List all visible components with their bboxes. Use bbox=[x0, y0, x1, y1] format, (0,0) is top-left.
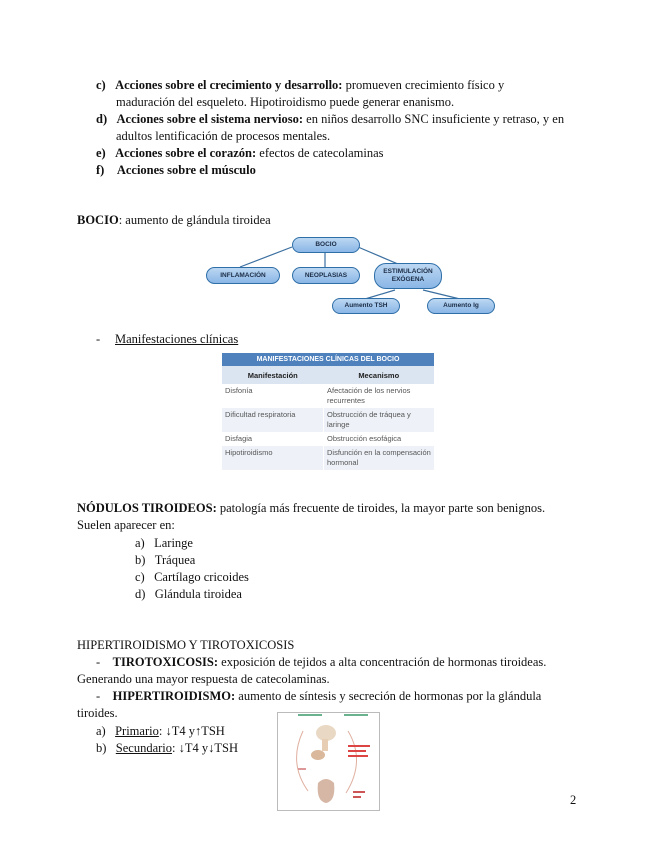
table-cell: Afectación de los nervios recurrentes bbox=[324, 384, 435, 408]
hipertiroidismo-definition: - HIPERTIROIDISMO: aumento de síntesis y secreción de hormonas por la glándula bbox=[96, 689, 542, 703]
nodulo-item: b) Tráquea bbox=[135, 553, 196, 567]
list-item-f: f) Acciones sobre el músculo bbox=[96, 163, 256, 177]
table-cell: Disfagia bbox=[222, 432, 324, 446]
manifestaciones-table bbox=[222, 353, 434, 470]
hipertiroidismo-cont: tiroides. bbox=[77, 706, 118, 720]
manifestaciones-bullet: - bbox=[96, 332, 101, 346]
node-bocio: BOCIO bbox=[292, 237, 360, 253]
thyroid-axis-figure bbox=[277, 712, 380, 811]
node-estimulacion-exogena: ESTIMULACIÓN EXÓGENA bbox=[374, 263, 442, 289]
nodulo-item: d) Glándula tiroidea bbox=[135, 587, 242, 601]
list-item-e: e) Acciones sobre el corazón: efectos de catecolaminas bbox=[96, 146, 384, 160]
node-aumento-tsh: Aumento TSH bbox=[332, 298, 400, 314]
nodulo-item: c) Cartílago cricoides bbox=[135, 570, 249, 584]
hiper-item-primario: a) Primario: ↓T4 y↑TSH bbox=[96, 724, 225, 738]
tirotoxicosis-cont: Generando una mayor respuesta de catecolaminas. bbox=[77, 672, 330, 686]
table-row bbox=[222, 384, 434, 408]
list-item-c: c) Acciones sobre el crecimiento y desarrollo: promueven crecimiento físico y bbox=[96, 78, 505, 92]
list-item-d: d) Acciones sobre el sistema nervioso: en niños desarrollo SNC insuficiente y retraso, y en bbox=[96, 112, 565, 126]
table-cell: Disfunción en la compensación hormonal bbox=[324, 446, 435, 470]
table-row bbox=[222, 432, 434, 446]
table-cell: Hipotiroidismo bbox=[222, 446, 324, 470]
bocio-diagram bbox=[200, 235, 500, 320]
node-aumento-ig: Aumento Ig bbox=[427, 298, 495, 314]
nodulos-cont: Suelen aparecer en: bbox=[77, 518, 175, 532]
page-number: 2 bbox=[570, 793, 577, 807]
bocio-definition: BOCIO: aumento de glándula tiroidea bbox=[77, 213, 271, 227]
table-header: Mecanismo bbox=[324, 366, 435, 384]
table-cell: Obstrucción esofágica bbox=[324, 432, 435, 446]
thyroid-axis-illustration bbox=[278, 713, 379, 810]
tirotoxicosis-definition: - TIROTOXICOSIS: exposición de tejidos a alta concentración de hormonas tiroideas. bbox=[96, 655, 547, 669]
table-cell: Dificultad respiratoria bbox=[222, 408, 324, 432]
manifestaciones-heading: Manifestaciones clínicas bbox=[115, 332, 239, 346]
table-row bbox=[222, 408, 434, 432]
list-item-c-cont: maduración del esqueleto. Hipotiroidismo puede generar enanismo. bbox=[116, 95, 455, 109]
table-cell: Obstrucción de tráquea y laringe bbox=[324, 408, 435, 432]
list-item-d-cont: adultos lentificación de procesos mentales. bbox=[116, 129, 331, 143]
table-cell: Disfonía bbox=[222, 384, 324, 408]
hiper-item-secundario: b) Secundario: ↓T4 y↓TSH bbox=[96, 741, 239, 755]
hiper-heading: HIPERTIROIDISMO Y TIROTOXICOSIS bbox=[77, 638, 295, 652]
node-inflamacion: INFLAMACIÓN bbox=[206, 267, 280, 284]
node-neoplasias: NEOPLASIAS bbox=[292, 267, 360, 284]
table-title: MANIFESTACIONES CLÍNICAS DEL BOCIO bbox=[222, 353, 434, 366]
nodulos-definition: NÓDULOS TIROIDEOS: patología más frecuente de tiroides, la mayor parte son benignos. bbox=[77, 501, 546, 515]
table-header: Manifestación bbox=[222, 366, 324, 384]
table-row bbox=[222, 446, 434, 470]
nodulo-item: a) Laringe bbox=[135, 536, 193, 550]
